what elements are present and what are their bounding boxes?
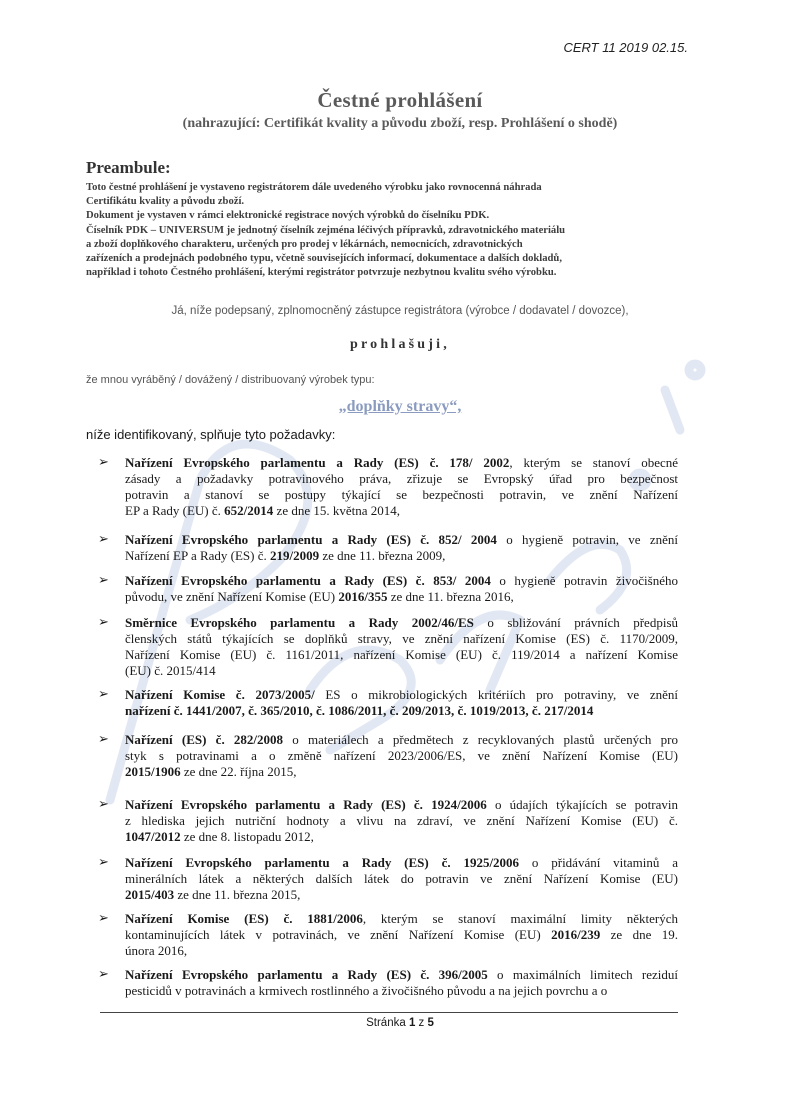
preamble-line: a zboží doplňkového charakteru, určených pro prodej v lékárnách, nemocnicích, zdravotnických	[86, 238, 523, 250]
requirement-line	[125, 647, 678, 663]
preamble-line: Dokument je vystaven v rámci elektronické registrace nových výrobků do číselníku PDK.	[86, 210, 490, 222]
requirement-line	[125, 943, 678, 959]
regulation-reference: Nařízení (ES) č. 282/2008	[125, 732, 284, 747]
arrow-bullet-icon: ➢	[98, 797, 109, 812]
requirement-segment: , kterým se stanoví maximální limity některých	[362, 911, 678, 926]
document-subtitle: (nahrazující: Certifikát kvality a původu zboží, resp. Prohlášení o shodě)	[182, 116, 618, 131]
requirement-line	[125, 532, 678, 548]
declaration-word: prohlašuji,	[350, 337, 450, 352]
requirement-item	[100, 967, 678, 999]
requirement-line	[125, 855, 678, 871]
requirement-line	[125, 813, 678, 829]
requirement-text	[125, 855, 678, 903]
page-number-current: 1	[408, 1017, 416, 1029]
arrow-bullet-icon: ➢	[98, 615, 109, 630]
requirement-segment: o hygieně potravin, ve znění	[496, 532, 678, 547]
requirement-segment: ze dne 11. března 2016,	[387, 589, 514, 604]
requirement-segment: února 2016,	[125, 943, 188, 958]
preamble-line: například i tohoto Čestného prohlášení, kterými registrátor potvrzuje nezbytnou kvalitu svého výrobku.	[86, 267, 557, 279]
page-number-middle: z	[415, 1017, 428, 1029]
requirement-line	[125, 471, 678, 487]
requirement-segment: o materiálech a předmětech z recyklovaných plastů určených pro	[283, 732, 678, 747]
regulation-reference: Směrnice Evropského parlamentu a Rady 2002/46/ES	[125, 615, 474, 630]
requirement-segment: ze dne 8. listopadu 2012,	[180, 829, 314, 844]
preamble-line: Toto čestné prohlášení je vystaveno registrátorem dále uvedeného výrobku jako rovnocenná náhrada	[86, 182, 542, 193]
requirement-line	[125, 871, 678, 887]
requirement-text	[125, 911, 678, 959]
certificate-code: CERT 11 2019 02.15.	[563, 40, 688, 55]
page-number-total: 5	[427, 1017, 434, 1029]
regulation-reference: Nařízení Komise č. 2073/2005/	[125, 687, 315, 702]
preamble-heading: Preambule:	[86, 158, 171, 177]
requirement-segment: styk s potravinami a o změně nařízení 2023/2006/ES, ve znění Nařízení Komise (EU)	[125, 748, 678, 763]
arrow-bullet-icon: ➢	[98, 911, 109, 926]
requirement-segment: ES o mikrobiologických kritériích pro potraviny, ve znění	[314, 687, 678, 702]
requirement-segment: potravin a stanoví se postupy týkající se bezpečnosti potravin, ve znění Nařízení	[125, 487, 678, 502]
declarant-statement: Já, níže podepsaný, zplnomocněný zástupce registrátora (výrobce / dodavatel / dovozce),	[171, 305, 629, 317]
requirement-text	[125, 967, 678, 999]
requirement-text	[125, 797, 678, 845]
requirement-line	[125, 927, 678, 943]
arrow-bullet-icon: ➢	[98, 687, 109, 702]
product-type-line: že mnou vyráběný / dovážený / distribuovaný výrobek typu:	[86, 374, 375, 386]
requirement-line	[125, 829, 678, 845]
requirement-item	[100, 573, 678, 605]
requirement-line	[125, 732, 678, 748]
requirements-intro: níže identifikovaný, splňuje tyto požadavky:	[86, 427, 336, 442]
requirement-line	[125, 548, 678, 564]
requirement-line	[125, 615, 678, 631]
requirement-text	[125, 532, 678, 564]
regulation-reference: Nařízení Evropského parlamentu a Rady (ES) č. 853/ 2004	[125, 573, 491, 588]
regulation-reference: 2015/1906	[125, 764, 181, 779]
requirement-segment: ze dne 15. května 2014,	[273, 503, 401, 518]
requirement-text	[125, 732, 678, 780]
page-number-prefix: Stránka	[366, 1017, 409, 1029]
requirement-line	[125, 797, 678, 813]
requirement-segment: o sbližování právních předpisů	[473, 615, 678, 630]
requirement-segment: ze dne 11. března 2015,	[174, 887, 301, 902]
requirement-segment: členských států týkajících se doplňků stravy, ve znění nařízení Komise (ES) č. 1170/2009,	[125, 631, 678, 646]
regulation-reference: Nařízení Evropského parlamentu a Rady (ES) č. 396/2005	[125, 967, 488, 982]
requirement-segment: původu, ve znění Nařízení Komise (EU)	[125, 589, 339, 604]
requirement-item	[100, 532, 678, 564]
requirement-segment: o přidávání vitaminů a	[519, 855, 678, 870]
preamble-line: zařízeních a prodejnách podobného typu, včetně souvisejících informací, dokumentace a dalších dokladů,	[86, 253, 562, 265]
arrow-bullet-icon: ➢	[98, 532, 109, 547]
requirement-segment: o maximálních limitech reziduí	[487, 967, 679, 982]
requirement-line	[125, 911, 678, 927]
product-category-name: „doplňky stravy“,	[338, 398, 462, 415]
requirement-item	[100, 615, 678, 679]
requirement-segment: ze dne 11. března 2009,	[319, 548, 446, 563]
regulation-reference: 652/2014	[224, 503, 274, 518]
requirement-segment: Nařízení Komise (EU) č. 1161/2011, nařízení Komise (EU) č. 119/2014 a nařízení Komise	[125, 647, 678, 662]
requirement-line	[125, 967, 678, 983]
regulation-reference: nařízení č. 1441/2007, č. 365/2010, č. 1086/2011, č. 209/2013, č. 1019/2013, č. 217/2014	[125, 703, 594, 718]
requirement-line	[125, 687, 678, 703]
requirement-segment: , kterým se stanoví obecné	[509, 455, 679, 470]
preamble-text	[86, 181, 686, 280]
requirement-item	[100, 911, 678, 959]
requirement-line	[125, 703, 678, 719]
regulation-reference: 1047/2012	[125, 829, 181, 844]
requirement-segment: ze dne 19.	[600, 927, 678, 942]
preamble-line: Certifikátu kvality a původu zboží.	[86, 196, 245, 208]
requirement-segment: (EU) č. 2015/414	[125, 663, 216, 678]
requirement-item	[100, 455, 678, 519]
regulation-reference: 2016/239	[551, 927, 601, 942]
page-number	[0, 1017, 800, 1029]
requirement-segment: kontaminujících látek v potravinách, ve znění Nařízení Komise (EU)	[125, 927, 552, 942]
regulation-reference: Nařízení Evropského parlamentu a Rady (ES) č. 852/ 2004	[125, 532, 497, 547]
arrow-bullet-icon: ➢	[98, 967, 109, 982]
requirement-line	[125, 455, 678, 471]
arrow-bullet-icon: ➢	[98, 855, 109, 870]
footer-divider	[100, 1012, 678, 1013]
requirement-line	[125, 631, 678, 647]
requirement-segment: pesticidů v potravinách a krmivech rostlinného a živočišného původu a na jejich povrchu a o	[125, 983, 608, 998]
requirement-segment: minerálních látek a některých dalších látek do potravin ve znění Nařízení Komise (EU)	[125, 871, 678, 886]
regulation-reference: 2015/403	[125, 887, 175, 902]
requirement-item	[100, 797, 678, 845]
requirement-segment: o údajích týkajících se potravin	[486, 797, 678, 812]
requirement-segment: o hygieně potravin živočišného	[490, 573, 678, 588]
requirement-item	[100, 732, 678, 780]
requirement-line	[125, 503, 678, 519]
requirement-line	[125, 663, 678, 679]
requirement-text	[125, 615, 678, 679]
regulation-reference: Nařízení Komise (ES) č. 1881/2006	[125, 911, 363, 926]
document-title: Čestné prohlášení	[317, 88, 483, 112]
requirement-line	[125, 983, 678, 999]
regulation-reference: Nařízení Evropského parlamentu a Rady (ES) č. 178/ 2002	[125, 455, 510, 470]
requirement-line	[125, 573, 678, 589]
requirement-line	[125, 589, 678, 605]
arrow-bullet-icon: ➢	[98, 573, 109, 588]
regulation-reference: 219/2009	[270, 548, 320, 563]
requirement-line	[125, 487, 678, 503]
requirement-line	[125, 887, 678, 903]
regulation-reference: Nařízení Evropského parlamentu a Rady (ES) č. 1924/2006	[125, 797, 487, 812]
requirement-item	[100, 855, 678, 903]
requirement-segment: z hlediska jejich nutriční hodnoty a vlivu na zdraví, ve znění Nařízení Komise (EU) č.	[125, 813, 678, 828]
requirement-segment: zásady a požadavky potravinového práva, zřizuje se Evropský úřad pro bezpečnost	[125, 471, 678, 486]
requirement-item	[100, 687, 678, 719]
requirement-segment: Nařízení EP a Rady (ES) č.	[125, 548, 270, 563]
preamble-line: Číselník PDK – UNIVERSUM je jednotný číselník zejména léčivých přípravků, zdravotnického materiálu	[86, 224, 566, 236]
requirement-text	[125, 573, 678, 605]
requirement-text	[125, 455, 678, 519]
requirement-segment: ze dne 22. října 2015,	[180, 764, 297, 779]
regulation-reference: 2016/355	[338, 589, 388, 604]
regulation-reference: Nařízení Evropského parlamentu a Rady (ES) č. 1925/2006	[125, 855, 520, 870]
arrow-bullet-icon: ➢	[98, 455, 109, 470]
requirement-line	[125, 764, 678, 780]
arrow-bullet-icon: ➢	[98, 732, 109, 747]
requirement-text	[125, 687, 678, 719]
requirement-line	[125, 748, 678, 764]
requirement-segment: EP a Rady (EU) č.	[125, 503, 225, 518]
